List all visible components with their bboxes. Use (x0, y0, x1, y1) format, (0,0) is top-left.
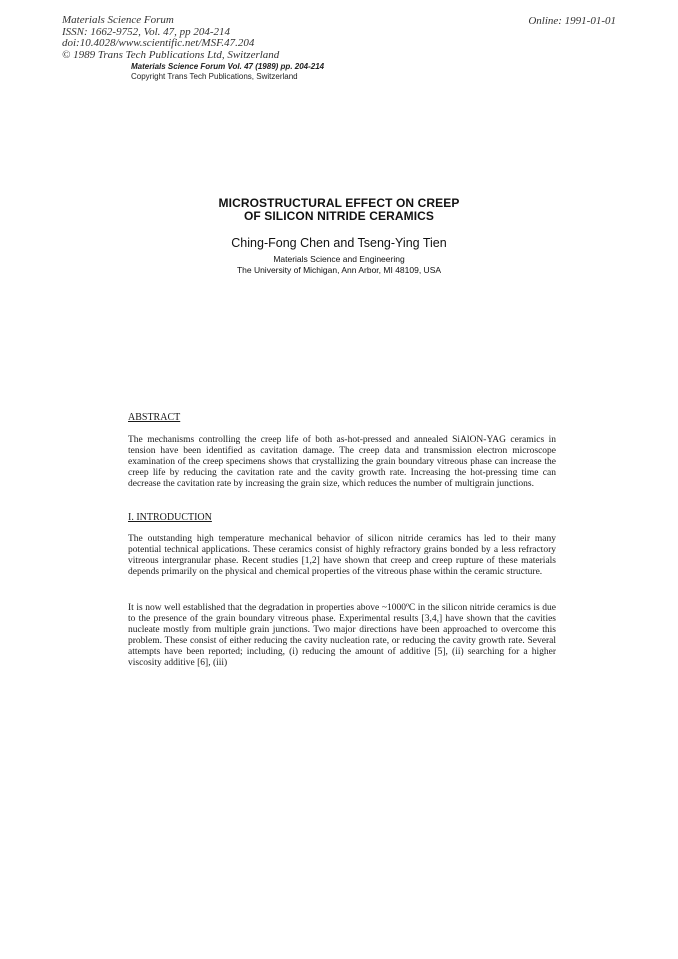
publication-metadata (62, 15, 279, 61)
paper-authors: Ching-Fong Chen and Tseng-Ying Tien (231, 236, 447, 250)
author-affiliation (0, 254, 678, 276)
abstract-heading: ABSTRACT (128, 412, 181, 423)
metadata-journal: Materials Science Forum (62, 14, 174, 26)
metadata-doi[interactable]: doi:10.4028/www.scientific.net/MSF.47.204 (62, 37, 255, 49)
introduction-paragraph-2: It is now well established that the degradation in properties above ~1000ºC in the silicon nitride ceramics is due to the presence of the grain boundary vitreous phase. Experimental results [3,4,] have shown that the cavities nucleate mostly from multiple grain junctions. Two major directions have been approached to overcome this problem. These consist of either reducing the cavity nucleation rate, or reducing the cavity growth rate. Several attempts have been reported; including, (i) reducing the amount of additive [5], (ii) searching for a higher viscosity additive [6], (iii) (128, 603, 556, 668)
metadata-issn: ISSN: 1662-9752, Vol. 47, pp 204-214 (62, 25, 231, 38)
title-line-2: OF SILICON NITRIDE CERAMICS (243, 209, 435, 223)
metadata-copyright: © 1989 Trans Tech Publications Ltd, Switzerland (62, 48, 280, 61)
abstract-text: The mechanisms controlling the creep life of both as-hot-pressed and annealed SiAlON-YAG ceramics in tension have been identified as cavitation damage. The creep data and transmission electron microscope examination of the creep specimens shows that crystallizing the grain boundary vitreous phase can increase the creep life by reducing the cavitation rate and the cavity growth rate. Increasing the hot-pressing time can decrease the cavitation rate by increasing the grain size, which reduces the number of multigrain junctions. (128, 435, 556, 489)
paper-title (0, 197, 678, 223)
affiliation-university: The University of Michigan, Ann Arbor, MI 48109, USA (236, 265, 442, 275)
affiliation-department: Materials Science and Engineering (273, 254, 405, 264)
journal-copyright: Copyright Trans Tech Publications, Switzerland (131, 72, 298, 81)
journal-header (131, 62, 324, 82)
introduction-heading: I. INTRODUCTION (128, 512, 212, 523)
introduction-paragraph-1: The outstanding high temperature mechanical behavior of silicon nitride ceramics has led to their many potential technical applications. These ceramics consist of highly refractory grains bonded by a less refractory vitreous intergranular phase. Recent studies [1,2] have shown that creep and creep rupture of these materials depends primarily on the physical and chemical properties of the vitreous phase within the ceramic structure. (128, 534, 556, 577)
title-line-1: MICROSTRUCTURAL EFFECT ON CREEP (218, 196, 460, 210)
journal-citation: Materials Science Forum Vol. 47 (1989) pp. 204-214 (131, 62, 325, 71)
online-date: Online: 1991-01-01 (528, 15, 616, 27)
